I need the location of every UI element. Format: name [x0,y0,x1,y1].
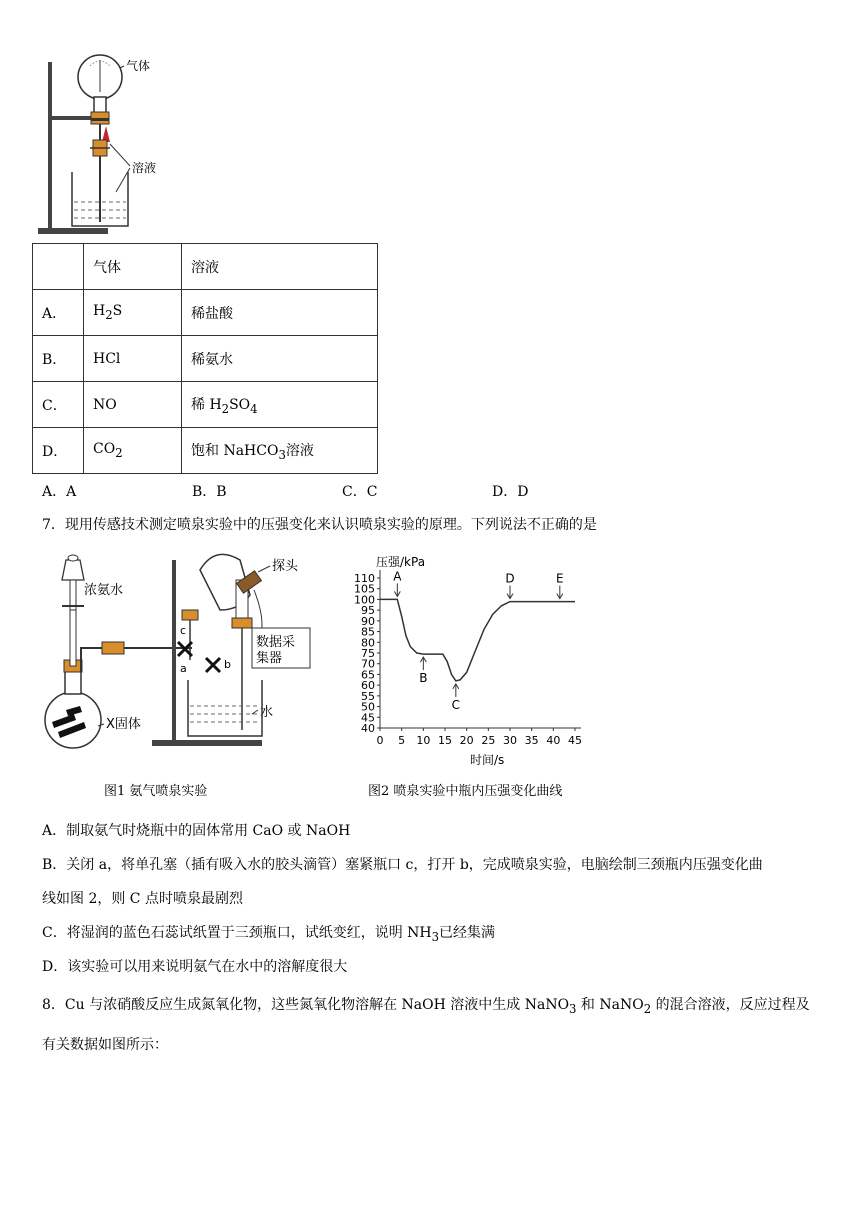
gas-cell: $CO_2$ [84,428,182,474]
y-tick-label: 85 [361,625,375,639]
x-tick-label: 30 [503,734,517,747]
q7-option-c: C．将湿润的蓝色石蕊试纸置于三颈瓶口，试纸变红，说明 $NH_3$已经集满 [42,925,496,944]
q7-option-d: D．该实验可以用来说明氨气在水中的溶解度很大 [42,959,348,975]
x-tick-label: 45 [568,734,582,747]
solution-cell: 稀盐酸 [182,290,378,336]
solid-label: X固体 [106,717,141,732]
y-tick-label: 95 [361,604,375,618]
x-tick-label: 15 [438,734,452,747]
x-tick-label: 35 [524,734,539,747]
water-label: 水 [260,705,274,720]
solution-label: 溶液 [132,161,157,175]
gas-cell: NO [84,382,182,428]
neck-c-label: c [180,624,187,637]
y-tick-label: 55 [361,689,375,703]
y-tick-label: 50 [361,700,375,714]
chart-y-ticks [354,572,380,735]
solution-cell: 饱和 NaHCO$_3$溶液 [182,428,378,474]
ammonia-label: 浓氨水 [84,583,124,598]
gas-cell: HCl [84,336,182,382]
q7-stem: 7．现用传感技术测定喷泉实验中的压强变化来认识喷泉实验的原理。下列说法不正确的是 [42,517,597,533]
q8-stem-line2: 有关数据如图所示： [42,1037,168,1053]
annotation-label-B: B [419,671,428,686]
clamp-a-label: a [180,662,187,675]
chart-ylabel: 压强/kPa [376,555,426,569]
gas-label: 气体 [126,59,151,73]
choice-c: C．C [342,484,378,500]
x-tick-label: 40 [546,734,561,747]
y-tick-label: 80 [361,636,375,650]
q8-stem-line1: 8．Cu 与浓硝酸反应生成氮氧化物，这些氮氧化物溶解在 NaOH 溶液中生成 NaNO$_3$ 和 NaNO$_2$ 的混合溶液，反应过程及 [42,997,810,1016]
y-tick-label: 70 [361,657,375,671]
x-tick-label: 25 [481,734,496,747]
annotation-label-D: D [505,571,515,586]
x-tick-label: 0 [376,734,384,747]
choice-a: A．A [42,484,77,500]
table-header-row [33,244,378,290]
y-tick-label: 65 [361,668,375,682]
probe-label: 探头 [272,559,299,574]
table-row [33,428,378,474]
table-header-gas: 气体 [84,244,182,290]
table-row [33,336,378,382]
solution-cell: 稀氨水 [182,336,378,382]
option-label: A． [33,290,84,336]
choice-b: B．B [192,484,227,500]
y-tick-label: 45 [361,711,375,725]
table-cell [33,244,84,290]
y-tick-label: 40 [361,722,375,735]
y-tick-label: 60 [361,679,375,693]
ammonia-fountain-apparatus [40,550,320,750]
option-label: D． [33,428,84,474]
x-tick-label: 5 [398,734,406,747]
choice-d: D．D [492,484,529,500]
x-tick-label: 10 [416,734,431,747]
table-row [33,290,378,336]
q7-option-a: A．制取氨气时烧瓶中的固体常用 CaO 或 NaOH [42,823,351,839]
y-tick-label: 105 [354,582,375,596]
table-row [33,382,378,428]
solution-cell: 稀 $H_2SO_4$ [182,382,378,428]
q7-option-b-line2: 线如图 2，则 C 点时喷泉最剧烈 [42,891,243,907]
q7-option-b-line1: B．关闭 a，将单孔塞（插有吸入水的胶头滴管）塞紧瓶口 c，打开 b，完成喷泉实验，电脑绘制三颈瓶内压强变化曲 [42,857,763,873]
q6-choices [42,481,642,501]
x-tick-label: 20 [459,734,474,747]
collector-label-1: 数据采 [256,635,296,650]
option-label: C． [33,382,84,428]
fig1-caption: 图1 氨气喷泉实验 [104,784,208,799]
chart-annotations [393,569,563,711]
q6-apparatus-figure [30,52,170,238]
option-label: B． [33,336,84,382]
y-tick-label: 100 [354,593,375,607]
annotation-label-C: C [451,697,461,712]
q6-table [32,243,378,474]
annotation-label-E: E [556,571,564,586]
chart-axes [380,570,581,728]
pressure-chart [340,550,590,770]
y-tick-label: 75 [361,647,375,660]
chart-x-ticks [377,728,583,747]
clamp-b-label: b [224,658,231,671]
y-tick-label: 110 [354,572,375,585]
gas-cell: $H_2S$ [84,290,182,336]
pressure-series-line [380,599,575,681]
y-tick-label: 90 [361,614,375,628]
collector-label-2: 集器 [256,651,283,666]
chart-xlabel: 时间/s [470,753,505,767]
fig2-caption: 图2 喷泉实验中瓶内压强变化曲线 [368,784,563,799]
annotation-label-A: A [393,569,402,584]
table-header-solution: 溶液 [182,244,378,290]
